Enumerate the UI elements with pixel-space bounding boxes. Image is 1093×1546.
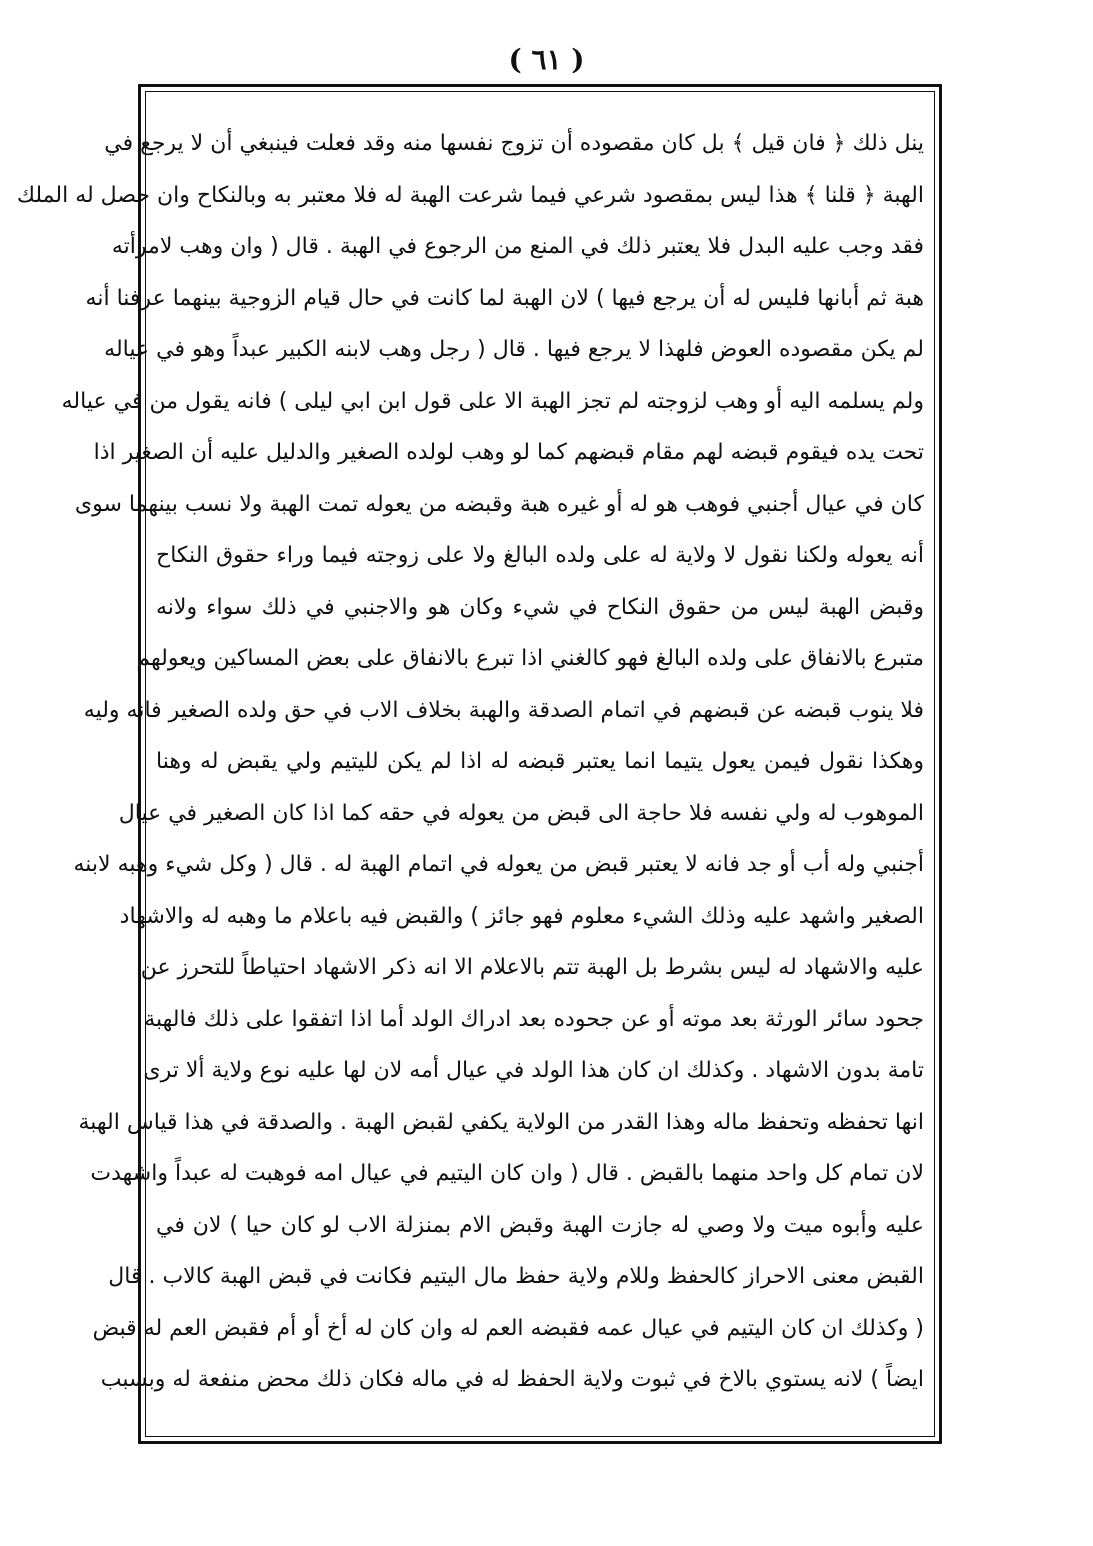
text-line: وقبض الهبة ليس من حقوق النكاح في شيء وكان هو والاجنبي في ذلك سواء ولانه [156, 594, 924, 620]
text-line: فقد وجب عليه البدل فلا يعتبر ذلك في المنع من الرجوع في الهبة . قال ( وان وهب لامرأته [111, 234, 924, 259]
text-line: ينل ذلك ﴿ فان قيل ﴾ بل كان مقصوده أن تزوج نفسها منه وقد فعلت فينبغي أن لا يرجع في [104, 131, 924, 156]
text-line: كان في عيال أجنبي فوهب هو له أو غيره هبة وقبضه من يعوله تمت الهبة ولا نسب بينهما سوى [74, 491, 924, 517]
text-line: ولم يسلمه اليه أو وهب لزوجته لم تجز الهبة الا على قول ابن ابي ليلى ) فانه يقول من في عياله [61, 388, 924, 414]
text-line: لان تمام كل واحد منهما بالقبض . قال ( وان كان اليتيم في عيال امه فوهبت له عبداً واشهدت [90, 1161, 924, 1186]
text-line: الصغير واشهد عليه وذلك الشيء معلوم فهو جائز ) والقبض فيه باعلام ما وهبه له والاشهاد [119, 903, 924, 929]
text-line: أجنبي وله أب أو جد فانه لا يعتبر قبض من يعوله في اتمام الهبة له . قال ( وكل شيء وهبه لابنه [73, 852, 924, 877]
text-line: متبرع بالانفاق على ولده البالغ فهو كالغني اذا تبرع بالانفاق على بعض المساكين ويعولهم [136, 646, 924, 671]
text-line: جحود سائر الورثة بعد موته أو عن جحوده بعد ادراك الولد أما اذا اتفقوا على ذلك فالهبة [144, 1006, 924, 1032]
text-line: تامة بدون الاشهاد . وكذلك ان كان هذا الولد في عيال أمه لان لها عليه نوع ولاية ألا ترى [143, 1058, 924, 1083]
text-line: تحت يده فيقوم قبضه لهم مقام قبضهم كما لو وهب لولده الصغير والدليل عليه أن الصغير اذا [93, 440, 924, 465]
text-line: عليه وأبوه ميت ولا وصي له جازت الهبة وقبض الام بمنزلة الاب لو كان حيا ) لان في [156, 1212, 924, 1238]
page-number: ( ٦١ ) [508, 43, 585, 76]
text-line: أنه يعوله ولكنا نقول لا ولاية له على ولده البالغ ولا على زوجته فيما وراء حقوق النكاح [156, 543, 924, 568]
text-line: القبض معنى الاحراز كالحفظ وللام ولاية حفظ مال اليتيم فكانت في قبض الهبة كالاب . قال [108, 1264, 924, 1289]
text-line: الموهوب له ولي نفسه فلا حاجة الى قبض من يعوله في حقه كما اذا كان الصغير في عيال [118, 800, 924, 826]
text-line: ايضاً ) لانه يستوي بالاخ في ثبوت ولاية الحفظ له في ماله فكان ذلك محض منفعة له وبسبب [100, 1367, 924, 1392]
body-text [16, 118, 924, 1406]
text-line: وهكذا نقول فيمن يعول يتيما انما يعتبر قبضه له اذا لم يكن لليتيم ولي يقبض له وهنا [156, 749, 924, 774]
text-line: عليه والاشهاد له ليس بشرط بل الهبة تتم بالاعلام الا انه ذكر الاشهاد احتياطاً للتحرز عن [140, 955, 924, 980]
text-line: ( وكذلك ان كان اليتيم في عيال عمه فقبضه العم له وان كان له أخ أو أم فقبض العم له قبض [92, 1315, 924, 1341]
text-line: الهبة ﴿ قلنا ﴾ هذا ليس بمقصود شرعي فيما شرعت الهبة له فلا معتبر به وبالنكاح وان حصل له الملك [16, 182, 924, 208]
text-line: لم يكن مقصوده العوض فلهذا لا يرجع فيها . قال ( رجل وهب لابنه الكبير عبداً وهو في عياله [104, 337, 924, 362]
text-line: هبة ثم أبانها فليس له أن يرجع فيها ) لان الهبة لما كانت في حال قيام الزوجية بينهما عرفنا أنه [85, 285, 924, 311]
text-line: انها تحفظه وتحفظ ماله وهذا القدر من الولاية يكفي لقبض الهبة . والصدقة في هذا قياس الهبة [78, 1109, 924, 1135]
text-line: فلا ينوب قبضه عن قبضهم في اتمام الصدقة والهبة بخلاف الاب في حق ولده الصغير فانه وليه [83, 697, 924, 723]
